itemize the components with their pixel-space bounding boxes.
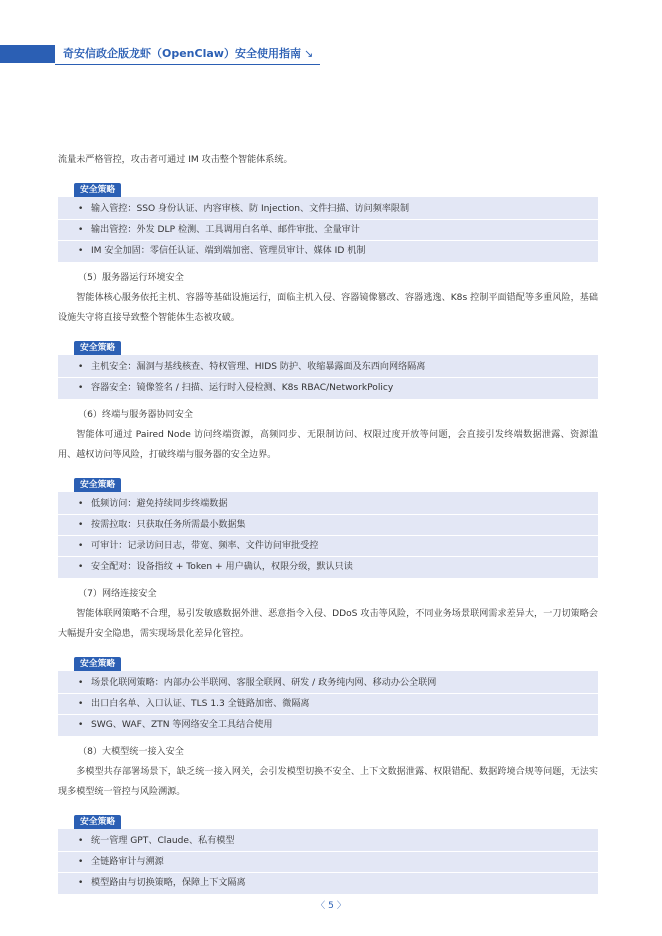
chevron-right-icon: 〉	[336, 901, 346, 911]
section-paragraph-network: 智能体联网策略不合理，易引发敏感数据外泄、恶意指令入侵、DDoS 攻击等风险，不同业务场景联网需求差异大，一刀切策略会大幅提升安全隐患，需实现场景化差异化管控。	[58, 609, 598, 639]
bullet-icon: •	[78, 362, 84, 372]
bullet-icon: •	[78, 720, 84, 730]
main-content	[58, 150, 598, 900]
policy-block-server	[58, 335, 598, 399]
section-heading-network: （7）网络连接安全	[78, 589, 157, 599]
header-accent-bar	[0, 45, 55, 63]
policy-block-terminal	[58, 472, 598, 578]
section-heading-model-access: （8）大模型统一接入安全	[78, 747, 184, 757]
page-number: 5	[328, 901, 334, 911]
bullet-icon: •	[78, 857, 84, 867]
policy-label: 安全策略	[74, 657, 121, 671]
arrow-down-right-icon: ↘	[303, 47, 314, 60]
bullet-icon: •	[78, 225, 84, 235]
policy-item	[58, 536, 598, 557]
policy-item-text: 全链路审计与溯源	[91, 857, 164, 867]
policy-list	[58, 829, 598, 894]
policy-label: 安全策略	[74, 341, 121, 355]
bullet-icon: •	[78, 541, 84, 551]
bullet-icon: •	[78, 562, 84, 572]
policy-label: 安全策略	[74, 183, 121, 197]
policy-item-text: 可审计：记录访问日志，带宽、频率、文件访问审批受控	[91, 541, 319, 551]
policy-list	[58, 355, 598, 399]
policy-item-text: 输出管控：外发 DLP 检测、工具调用白名单、邮件审批、全量审计	[91, 225, 360, 235]
policy-item-text: 安全配对：设备指纹 + Token + 用户确认，权限分级，默认只读	[91, 562, 353, 572]
document-title-text: 奇安信政企版龙虾（OpenClaw）安全使用指南	[63, 47, 301, 60]
bullet-icon: •	[78, 204, 84, 214]
policy-item	[58, 557, 598, 577]
bullet-icon: •	[78, 383, 84, 393]
document-title	[63, 45, 313, 63]
policy-block-model-access	[58, 809, 598, 894]
policy-label: 安全策略	[74, 815, 121, 829]
policy-item-text: 输入管控：SSO 身份认证、内容审核、防 Injection、文件扫描、访问频率限制	[91, 204, 410, 214]
policy-item-text: 出口白名单、入口认证、TLS 1.3 全链路加密、微隔离	[91, 699, 310, 709]
bullet-icon: •	[78, 499, 84, 509]
policy-list	[58, 197, 598, 262]
policy-item	[58, 694, 598, 715]
policy-item-text: 场景化联网策略：内部办公半联网、客服全联网、研发 / 政务纯内网、移动办公全联网	[91, 678, 437, 688]
policy-item	[58, 220, 598, 241]
policy-item-text: 统一管理 GPT、Claude、私有模型	[91, 836, 235, 846]
header-underline	[55, 64, 320, 65]
policy-item	[58, 852, 598, 873]
policy-item	[58, 494, 598, 515]
policy-item-text: IM 安全加固：零信任认证、端到端加密、管理员审计、媒体 ID 机制	[91, 246, 366, 256]
policy-item-text: 低频访问：避免持续同步终端数据	[91, 499, 228, 509]
policy-item-text: 模型路由与切换策略，保障上下文隔离	[91, 878, 246, 888]
section-paragraph-terminal: 智能体可通过 Paired Node 访问终端资源，高频同步、无限制访问、权限过度开放等问题，会直接引发终端数据泄露、资源滥用、越权访问等风险，打破终端与服务器的安全边界。	[58, 430, 598, 460]
chevron-left-icon: 〈	[316, 901, 326, 911]
page-footer	[0, 898, 662, 911]
section-heading-server: （5）服务器运行环境安全	[78, 273, 184, 283]
policy-label: 安全策略	[74, 478, 121, 492]
bullet-icon: •	[78, 699, 84, 709]
policy-item	[58, 357, 598, 378]
policy-block-network	[58, 651, 598, 736]
policy-item	[58, 241, 598, 261]
policy-item	[58, 515, 598, 536]
policy-item	[58, 831, 598, 852]
policy-list	[58, 492, 598, 578]
bullet-icon: •	[78, 246, 84, 256]
policy-item-text: SWG、WAF、ZTN 等网络安全工具结合使用	[91, 720, 273, 730]
policy-list	[58, 671, 598, 736]
policy-item	[58, 673, 598, 694]
bullet-icon: •	[78, 520, 84, 530]
policy-item	[58, 715, 598, 735]
section-paragraph-server: 智能体核心服务依托主机、容器等基础设施运行，面临主机入侵、容器镜像篡改、容器逃逸、K8s 控制平面错配等多重风险，基础设施失守将直接导致整个智能体生态被攻破。	[58, 293, 598, 323]
policy-item-text: 容器安全：镜像签名 / 扫描、运行时入侵检测、K8s RBAC/NetworkPolicy	[91, 383, 394, 393]
policy-item	[58, 199, 598, 220]
bullet-icon: •	[78, 878, 84, 888]
section-heading-terminal: （6）终端与服务器协同安全	[78, 410, 193, 420]
policy-item-text: 按需拉取：只获取任务所需最小数据集	[91, 520, 246, 530]
policy-block-input-output	[58, 177, 598, 262]
section-paragraph-model-access: 多模型共存部署场景下，缺乏统一接入网关，会引发模型切换不安全、上下文数据泄露、权限错配、数据跨境合规等问题，无法实现多模型统一管控与风险溯源。	[58, 767, 598, 797]
policy-item-text: 主机安全：漏洞与基线核查、特权管理、HIDS 防护、收缩暴露面及东西向网络隔离	[91, 362, 426, 372]
bullet-icon: •	[78, 836, 84, 846]
policy-item	[58, 378, 598, 398]
intro-paragraph: 流量未严格管控，攻击者可通过 IM 攻击整个智能体系统。	[58, 155, 293, 165]
bullet-icon: •	[78, 678, 84, 688]
policy-item	[58, 873, 598, 893]
